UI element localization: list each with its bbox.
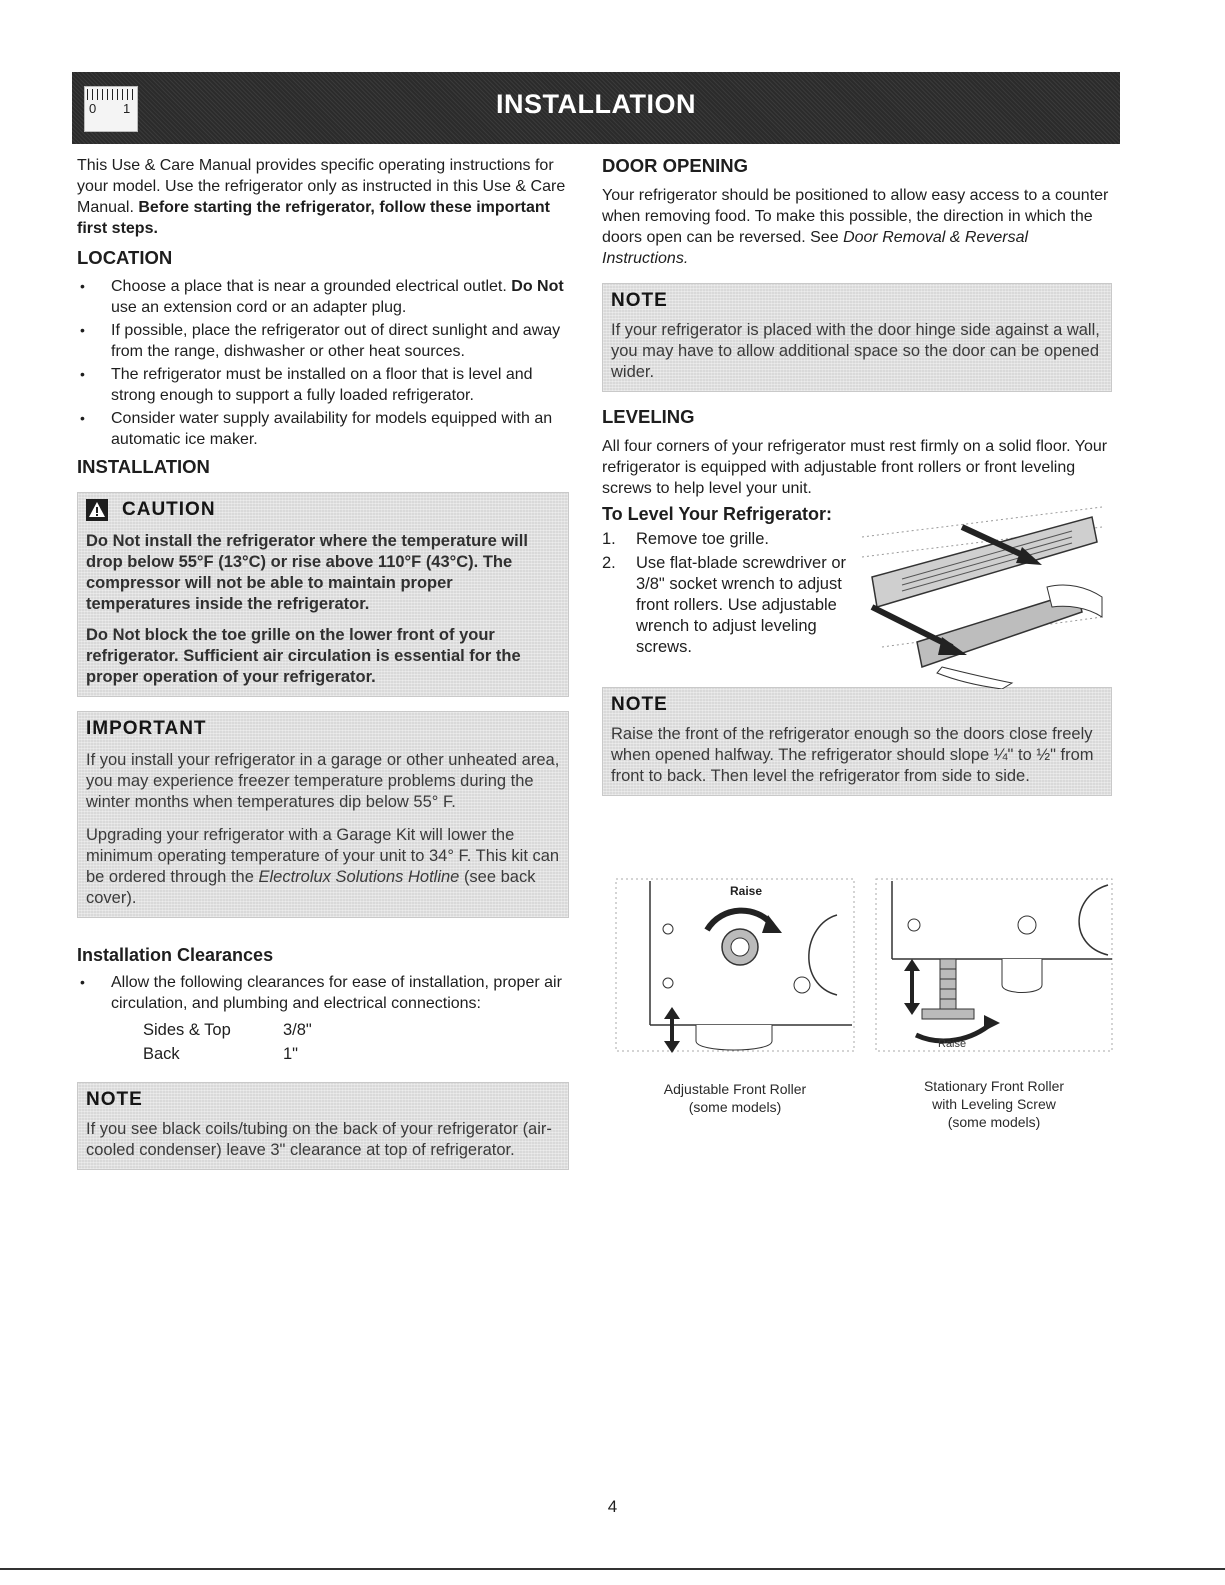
- list-item: • Allow the following clearances for ease of installation, proper air circulation, and plumbing and electrical connections:: [77, 972, 569, 1014]
- door-opening-text: Your refrigerator should be positioned to allow easy access to a counter when removing food. To make this possible, the direction in which the doors open can be reversed. See: [602, 187, 1109, 246]
- door-opening-heading: DOOR OPENING: [602, 155, 748, 176]
- caption-line: (some models): [688, 1099, 782, 1115]
- list-item-text: Choose a place that is near a grounded electrical outlet.: [111, 278, 507, 295]
- clearances-list: [77, 972, 569, 1014]
- list-item: [77, 276, 569, 318]
- list-item-bold: Do Not: [511, 278, 564, 295]
- note-box-clearance: [77, 1082, 569, 1170]
- leveling-steps-area: [602, 503, 1112, 683]
- important-text-2-start: Upgrading your refrigerator with a Garage Kit will lower the minimum operating temperature of your unit to 34° F. This kit can be ordered through the: [86, 826, 560, 886]
- caption-adjustable-roller: [612, 1080, 858, 1116]
- step-number: 1.: [602, 530, 616, 548]
- clearance-label: Back: [143, 1045, 180, 1063]
- clearance-row: [143, 1042, 569, 1066]
- bottom-rule: [0, 1568, 1225, 1570]
- leveling-paragraph: All four corners of your refrigerator must rest firmly on a solid floor. Your refrigerator is equipped with adjustable front rollers or front leveling screws to help level your unit.: [602, 438, 1108, 497]
- raise-label-right: Raise: [938, 1038, 967, 1050]
- step-text: Remove toe grille.: [636, 530, 769, 548]
- door-opening-paragraph: [602, 185, 1112, 269]
- ruler-label-0: 0: [89, 101, 97, 116]
- toe-grille-illustration: [842, 497, 1112, 689]
- stationary-front-roller-figure: [872, 875, 1116, 1055]
- adjustable-front-roller-figure: [612, 875, 858, 1055]
- door-reversal-reference: Door Removal & Reversal Instructions.: [602, 229, 1029, 267]
- note-box-leveling: [602, 687, 1112, 796]
- clearance-value: 1": [283, 1045, 299, 1063]
- leveling-steps: [602, 529, 852, 658]
- intro-text: This Use & Care Manual provides specific operating instructions for your model. Use the refrigerator only as instructed in this Use & Care Manual.: [77, 157, 566, 216]
- important-text-2-end: (see back cover).: [86, 868, 536, 907]
- step-item: [602, 529, 852, 550]
- list-item: • The refrigerator must be installed on a floor that is level and strong enough to support a fully loaded refrigerator.: [77, 364, 569, 406]
- note-box-door: [602, 283, 1112, 392]
- clearances-heading: Installation Clearances: [77, 945, 274, 965]
- list-item-rest: use an extension cord or an adapter plug.: [111, 299, 407, 316]
- caution-heading: CAUTION: [122, 499, 216, 520]
- caption-line: Stationary Front Roller: [923, 1078, 1065, 1094]
- step-item: [602, 553, 852, 658]
- important-text-2: [86, 825, 560, 909]
- clearances-table: [143, 1018, 569, 1066]
- ruler-label-1: 1: [123, 101, 131, 116]
- caption-line: Adjustable Front Roller: [663, 1081, 807, 1097]
- location-list: [77, 276, 569, 450]
- caution-text-2: Do Not block the toe grille on the lower front of your refrigerator. Sufficient air circulation is essential for the proper operation of your refrigerator.: [86, 626, 521, 686]
- right-column: [602, 155, 1112, 796]
- note-text: If your refrigerator is placed with the door hinge side against a wall, you may have to allow additional space so the door can be opened wider.: [611, 321, 1100, 381]
- step-text: Use flat-blade screwdriver or 3/8" socket wrench to adjust front rollers. Use adjustable wrench to adjust leveling screws.: [636, 554, 846, 656]
- step-number: 2.: [602, 554, 616, 572]
- note-heading: NOTE: [86, 1089, 143, 1110]
- note-heading: NOTE: [611, 694, 668, 715]
- note-heading: NOTE: [611, 290, 668, 311]
- page-number: 4: [607, 1497, 618, 1516]
- section-banner: [72, 72, 1120, 144]
- location-heading: LOCATION: [77, 247, 173, 268]
- intro-paragraph: [77, 155, 569, 239]
- left-column: [77, 155, 569, 1170]
- caution-box: [77, 492, 569, 697]
- note-text: Raise the front of the refrigerator enough so the doors close freely when opened halfway. The refrigerator should slope ¼" to ½" from front to back. Then level the refrigerator from side to side.: [611, 725, 1094, 785]
- important-heading: IMPORTANT: [86, 718, 207, 739]
- clearance-row: [143, 1018, 569, 1042]
- page-title: INSTALLATION: [496, 89, 696, 119]
- caption-line: (some models): [947, 1114, 1041, 1130]
- clearance-label: Sides & Top: [143, 1021, 231, 1039]
- raise-label-left: Raise: [730, 884, 763, 898]
- caption-stationary-roller: [872, 1077, 1116, 1131]
- clearance-value: 3/8": [283, 1021, 312, 1039]
- hotline-name: Electrolux Solutions Hotline: [258, 868, 460, 886]
- important-box: [77, 711, 569, 918]
- caution-text-1: Do Not install the refrigerator where the temperature will drop below 55°F (13°C) or rise above 110°F (43°C). The compressor will not be able to maintain proper temperatures inside the refrigerator.: [86, 532, 528, 613]
- intro-bold-text: Before starting the refrigerator, follow these important first steps.: [77, 199, 550, 237]
- important-text-1: If you install your refrigerator in a garage or other unheated area, you may experience freezer temperature problems during the winter months when temperatures dip below 55° F.: [86, 751, 560, 811]
- list-item: • If possible, place the refrigerator out of direct sunlight and away from the range, dishwasher or other heat sources.: [77, 320, 569, 362]
- leveling-heading: LEVELING: [602, 406, 695, 427]
- list-item: • Consider water supply availability for models equipped with an automatic ice maker.: [77, 408, 569, 450]
- caption-line: with Leveling Screw: [932, 1096, 1056, 1112]
- warning-icon: [86, 499, 108, 521]
- installation-heading: INSTALLATION: [77, 456, 210, 477]
- level-subheading: To Level Your Refrigerator:: [602, 504, 833, 524]
- note-text: If you see black coils/tubing on the back of your refrigerator (air-cooled condenser) leave 3" clearance at top of refrigerator.: [86, 1120, 552, 1159]
